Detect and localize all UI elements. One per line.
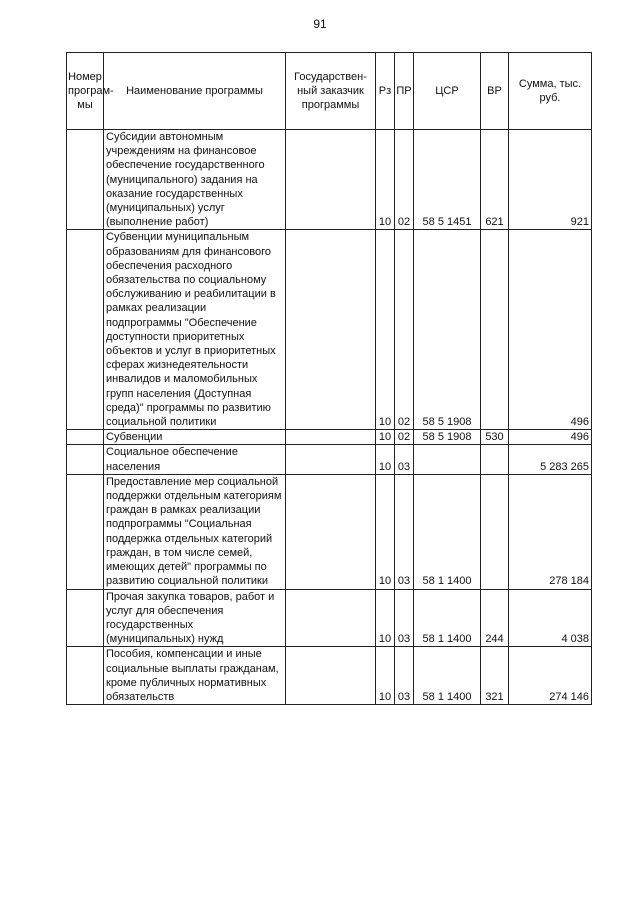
cell-csr: 58 1 1400	[414, 474, 481, 589]
header-csr: ЦСР	[414, 53, 481, 130]
cell-sum: 278 184	[509, 474, 592, 589]
cell-csr: 58 5 1908	[414, 430, 481, 445]
cell-rz: 10	[376, 130, 395, 230]
cell-rz: 10	[376, 589, 395, 647]
table-row	[67, 445, 592, 474]
cell-pr: 03	[395, 589, 414, 647]
cell-csr: 58 5 1451	[414, 130, 481, 230]
cell-rz: 10	[376, 230, 395, 430]
cell-number	[67, 430, 104, 445]
cell-vr	[481, 474, 509, 589]
header-state-customer: Государствен-ный заказчик программы	[286, 53, 376, 130]
cell-customer	[286, 445, 376, 474]
budget-table	[66, 52, 592, 705]
cell-number	[67, 445, 104, 474]
cell-pr: 03	[395, 445, 414, 474]
cell-pr: 03	[395, 647, 414, 705]
cell-rz: 10	[376, 474, 395, 589]
cell-customer	[286, 589, 376, 647]
cell-number	[67, 589, 104, 647]
cell-pr: 02	[395, 230, 414, 430]
cell-sum: 921	[509, 130, 592, 230]
cell-customer	[286, 130, 376, 230]
cell-vr: 321	[481, 647, 509, 705]
cell-name: Пособия, компенсации и иные социальные выплаты гражданам, кроме публичных нормативных обязательств	[104, 647, 286, 705]
header-rz: Рз	[376, 53, 395, 130]
cell-vr: 244	[481, 589, 509, 647]
cell-rz: 10	[376, 445, 395, 474]
cell-name: Субвенции	[104, 430, 286, 445]
cell-name: Прочая закупка товаров, работ и услуг для обеспечения государственных (муниципальных) нужд	[104, 589, 286, 647]
cell-pr: 02	[395, 130, 414, 230]
cell-sum: 496	[509, 230, 592, 430]
cell-number	[67, 130, 104, 230]
header-vr: ВР	[481, 53, 509, 130]
table-row	[67, 589, 592, 647]
header-sum: Сумма, тыс. руб.	[509, 53, 592, 130]
cell-number	[67, 474, 104, 589]
cell-csr: 58 1 1400	[414, 589, 481, 647]
header-program-name: Наименование программы	[104, 53, 286, 130]
cell-customer	[286, 647, 376, 705]
cell-vr: 530	[481, 430, 509, 445]
cell-csr	[414, 445, 481, 474]
cell-name: Субвенции муниципальным образованиям для финансового обеспечения расходного обязательства по социальному обслуживанию и реабилитации в рамках реализации подпрограммы "Обеспечение доступности приоритетных объектов и услуг в приоритетных сферах жизнедеятельности инвалидов и маломобильных групп населения (Доступная среда)" программы по развитию социальной политики	[104, 230, 286, 430]
cell-number	[67, 647, 104, 705]
page-number: 91	[313, 17, 327, 31]
header-row	[67, 53, 592, 130]
cell-vr	[481, 230, 509, 430]
cell-pr: 03	[395, 474, 414, 589]
cell-customer	[286, 230, 376, 430]
cell-name: Социальное обеспечение населения	[104, 445, 286, 474]
header-program-number: Номер програм-мы	[67, 53, 104, 130]
cell-sum: 4 038	[509, 589, 592, 647]
cell-customer	[286, 430, 376, 445]
cell-sum: 274 146	[509, 647, 592, 705]
cell-number	[67, 230, 104, 430]
table-row	[67, 474, 592, 589]
cell-customer	[286, 474, 376, 589]
table-row	[67, 647, 592, 705]
cell-rz: 10	[376, 430, 395, 445]
cell-rz: 10	[376, 647, 395, 705]
cell-csr: 58 1 1400	[414, 647, 481, 705]
cell-vr	[481, 445, 509, 474]
table-row	[67, 430, 592, 445]
cell-name: Субсидии автономным учреждениям на финансовое обеспечение государственного (муниципального) задания на оказание государственных (муниципальных) услуг (выполнение работ)	[104, 130, 286, 230]
cell-pr: 02	[395, 430, 414, 445]
cell-name: Предоставление мер социальной поддержки отдельным категориям граждан в рамках реализации подпрограммы "Социальная поддержка отдельных категорий граждан, в том числе семей, имеющих детей" программы по развитию социальной политики	[104, 474, 286, 589]
header-pr: ПР	[395, 53, 414, 130]
cell-csr: 58 5 1908	[414, 230, 481, 430]
cell-vr: 621	[481, 130, 509, 230]
table-row	[67, 130, 592, 230]
cell-sum: 496	[509, 430, 592, 445]
cell-sum: 5 283 265	[509, 445, 592, 474]
table-row	[67, 230, 592, 430]
